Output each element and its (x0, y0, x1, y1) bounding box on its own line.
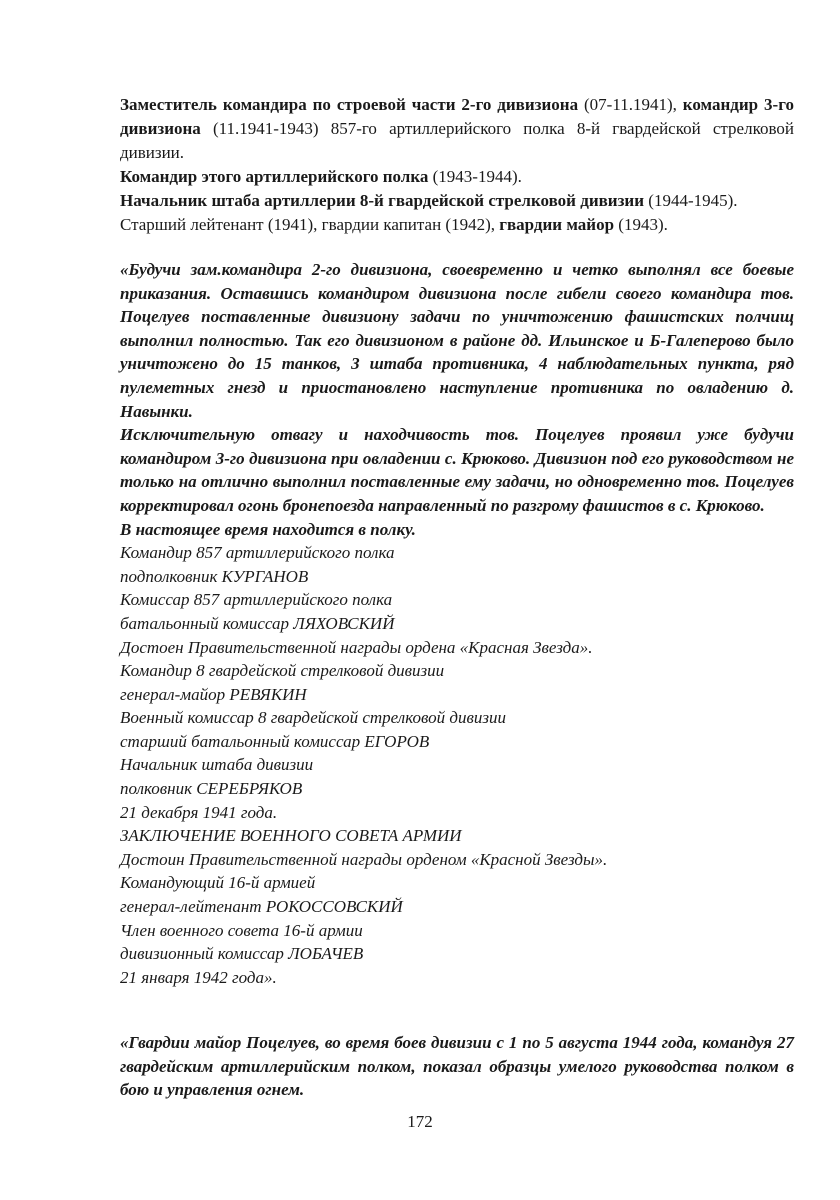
biography-block (120, 93, 794, 237)
signature-line: Начальник штаба дивизии (120, 755, 314, 775)
citation-paragraph: «Гвардии майор Поцелуев, во время боев дивизии с 1 по 5 августа 1944 года, командуя 27 гвардейским артиллерийским полком, показал образцы умелого руководства полком в бою и управления огнем. (120, 1033, 794, 1100)
bio-text: (1944-1945). (644, 191, 738, 210)
citation-paragraph: «Будучи зам.командира 2-го дивизиона, своевременно и четко выполнял все боевые приказания. Оставшись командиром дивизиона после гибели своего командира тов. Поцелуев поставленные дивизиону задачи по уничтожению фашистских полчищ выполнил полностью. Так его дивизионом в районе дд. Ильинское и Б-Галеперово было уничтожено до 15 танков, 3 штаба противника, 4 наблюдательных пункта, ряд пулеметных гнезд и приостановлено наступление противника по овладению д. Навынки. (120, 260, 794, 421)
signature-line: Член военного совета 16-й армии (120, 920, 363, 940)
bio-text: (11.1941-1943) 857-го артиллерийского полка 8-й гвардейской стрелковой дивизии. (120, 119, 794, 162)
bio-paragraph-service (120, 93, 794, 165)
bio-text: (07-11.1941), (578, 95, 683, 114)
award-citation-1944 (120, 1031, 794, 1102)
bio-bold-text: Начальник штаба артиллерии 8-й гвардейской стрелковой дивизии (120, 191, 645, 210)
bio-paragraph-chief-of-staff (120, 189, 794, 213)
signature-line: Комиссар 857 артиллерийского полка (120, 590, 393, 610)
bio-text: (1943-1944). (428, 167, 522, 186)
signature-line: Командир 8 гвардейской стрелковой дивизии (120, 661, 445, 681)
bio-text: Старший лейтенант (1941), гвардии капитан (1942), (120, 215, 500, 234)
bio-text: (1943). (614, 215, 668, 234)
signature-line: Военный комиссар 8 гвардейской стрелковой дивизии (120, 708, 507, 728)
signature-line: 21 декабря 1941 года. (120, 802, 278, 822)
signature-line: батальонный комиссар ЛЯХОВСКИЙ (120, 613, 395, 633)
bio-bold-text: Заместитель командира по строевой части 2-го дивизиона (120, 95, 579, 114)
signature-line: подполковник КУРГАНОВ (120, 566, 309, 586)
bio-bold-text: гвардии майор (499, 215, 615, 234)
award-citation-1941 (120, 258, 794, 989)
signature-line: генерал-лейтенант РОКОССОВСКИЙ (120, 897, 403, 917)
citation-paragraph: Исключительную отвагу и находчивость тов. Поцелуев проявил уже будучи командиром 3-го дивизиона при овладении с. Крюково. Дивизион под его руководством не только на отлично выполнил поставленные ему задачи, но одновременно тов. Поцелуев корректировал огонь бронепоезда направленный по разгрому фашистов в с. Крюково. (120, 425, 794, 515)
signature-line: 21 января 1942 года». (120, 967, 277, 987)
page-number: 172 (407, 1112, 433, 1131)
bio-bold-text: Командир этого артиллерийского полка (120, 167, 429, 186)
signature-line: Командир 857 артиллерийского полка (120, 543, 395, 563)
signature-line: Достоин Правительственной награды орденом «Красной Звезды». (120, 849, 608, 869)
signature-line: генерал-майор РЕВЯКИН (120, 684, 307, 704)
bio-bold-text: командир 3-го дивизиона (120, 95, 795, 138)
citation-paragraph: В настоящее время находится в полку. (120, 519, 416, 539)
signature-line: ЗАКЛЮЧЕНИЕ ВОЕННОГО СОВЕТА АРМИИ (120, 826, 462, 846)
bio-paragraph-ranks (120, 213, 794, 237)
bio-paragraph-regiment-commander (120, 165, 794, 189)
signature-line: Достоен Правительственной награды ордена «Красная Звезда». (120, 637, 593, 657)
signature-line: старший батальонный комиссар ЕГОРОВ (120, 731, 430, 751)
signature-line: дивизионный комиссар ЛОБАЧЕВ (120, 944, 364, 964)
signature-line: полковник СЕРЕБРЯКОВ (120, 779, 303, 799)
signature-line: Командующий 16-й армией (120, 873, 316, 893)
